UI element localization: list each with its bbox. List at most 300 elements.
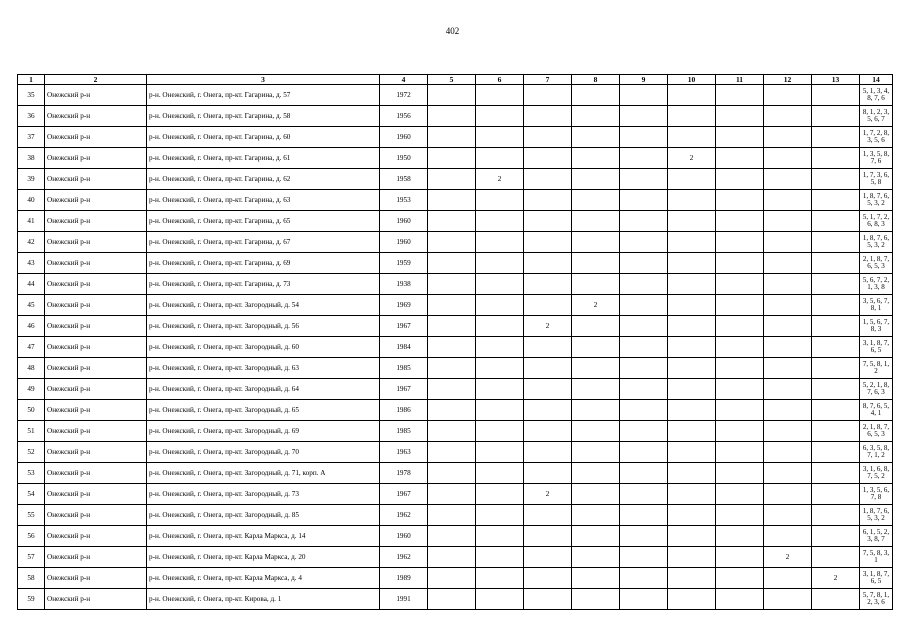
table-cell-col-6 — [476, 526, 524, 547]
table-cell-col-10 — [668, 547, 716, 568]
table-cell-col-6 — [476, 295, 524, 316]
table-row — [18, 400, 893, 421]
table-cell-col-6 — [476, 547, 524, 568]
table-cell-col-13 — [812, 85, 860, 106]
table-cell-col-3: р-н. Онежский, г. Онега, пр-кт. Загородный, д. 70 — [147, 442, 380, 463]
table-row — [18, 85, 893, 106]
table-cell-col-1: 46 — [18, 316, 45, 337]
table-cell-col-8 — [572, 85, 620, 106]
table-cell-col-8 — [572, 589, 620, 610]
table-cell-col-5 — [428, 358, 476, 379]
table-cell-col-9 — [620, 547, 668, 568]
table-cell-col-7 — [524, 295, 572, 316]
table-cell-col-14: 2, 1, 8, 7, 6, 5, 3 — [860, 253, 893, 274]
table-cell-col-1: 57 — [18, 547, 45, 568]
table-cell-col-7 — [524, 85, 572, 106]
table-cell-col-10 — [668, 316, 716, 337]
table-cell-col-11 — [716, 211, 764, 232]
table-cell-col-12 — [764, 484, 812, 505]
table-cell-col-1: 43 — [18, 253, 45, 274]
table-cell-col-3: р-н. Онежский, г. Онега, пр-кт. Гагарина, д. 58 — [147, 106, 380, 127]
table-cell-col-8 — [572, 253, 620, 274]
table-cell-col-3: р-н. Онежский, г. Онега, пр-кт. Карла Маркса, д. 4 — [147, 568, 380, 589]
table-row — [18, 316, 893, 337]
table-cell-col-9 — [620, 211, 668, 232]
table-cell-col-1: 35 — [18, 85, 45, 106]
table-cell-col-9 — [620, 358, 668, 379]
column-header-9: 9 — [620, 75, 668, 85]
table-cell-col-5 — [428, 211, 476, 232]
table-cell-col-4: 1984 — [380, 337, 428, 358]
column-header-7: 7 — [524, 75, 572, 85]
table-cell-col-11 — [716, 169, 764, 190]
table-cell-col-1: 48 — [18, 358, 45, 379]
table-cell-col-13 — [812, 589, 860, 610]
table-cell-col-4: 1960 — [380, 127, 428, 148]
table-cell-col-6 — [476, 337, 524, 358]
table-cell-col-11 — [716, 148, 764, 169]
table-cell-col-3: р-н. Онежский, г. Онега, пр-кт. Загородный, д. 64 — [147, 379, 380, 400]
table-cell-col-12 — [764, 274, 812, 295]
table-cell-col-13 — [812, 337, 860, 358]
table-row — [18, 274, 893, 295]
table-cell-col-6 — [476, 253, 524, 274]
table-cell-col-7 — [524, 589, 572, 610]
table-cell-col-14: 3, 5, 6, 7, 8, 1 — [860, 295, 893, 316]
table-cell-col-12 — [764, 358, 812, 379]
table-cell-col-11 — [716, 274, 764, 295]
table-cell-col-10 — [668, 85, 716, 106]
table-cell-col-8 — [572, 106, 620, 127]
column-header-10: 10 — [668, 75, 716, 85]
table-cell-col-4: 1969 — [380, 295, 428, 316]
table-cell-col-13 — [812, 190, 860, 211]
table-cell-col-6 — [476, 274, 524, 295]
table-cell-col-5 — [428, 526, 476, 547]
table-cell-col-4: 1967 — [380, 316, 428, 337]
table-cell-col-3: р-н. Онежский, г. Онега, пр-кт. Гагарина, д. 63 — [147, 190, 380, 211]
table-cell-col-10 — [668, 484, 716, 505]
table-cell-col-1: 55 — [18, 505, 45, 526]
table-cell-col-10 — [668, 463, 716, 484]
table-cell-col-8 — [572, 547, 620, 568]
table-cell-col-12 — [764, 442, 812, 463]
table-cell-col-7 — [524, 505, 572, 526]
table-cell-col-9 — [620, 484, 668, 505]
table-cell-col-12 — [764, 589, 812, 610]
table-cell-col-8 — [572, 526, 620, 547]
table-cell-col-5 — [428, 463, 476, 484]
table-cell-col-3: р-н. Онежский, г. Онега, пр-кт. Загородный, д. 63 — [147, 358, 380, 379]
table-cell-col-11 — [716, 253, 764, 274]
table-cell-col-7 — [524, 190, 572, 211]
table-cell-col-12 — [764, 148, 812, 169]
table-cell-col-9 — [620, 316, 668, 337]
column-header-6: 6 — [476, 75, 524, 85]
table-cell-col-2: Онежский р-н — [45, 85, 147, 106]
table-cell-col-1: 36 — [18, 106, 45, 127]
table-cell-col-11 — [716, 337, 764, 358]
table-cell-col-4: 1958 — [380, 169, 428, 190]
table-cell-col-1: 49 — [18, 379, 45, 400]
table-cell-col-3: р-н. Онежский, г. Онега, пр-кт. Карла Маркса, д. 20 — [147, 547, 380, 568]
table-cell-col-12 — [764, 85, 812, 106]
table-cell-col-13 — [812, 127, 860, 148]
table-cell-col-7: 2 — [524, 484, 572, 505]
table-cell-col-3: р-н. Онежский, г. Онега, пр-кт. Загородный, д. 71, корп. А — [147, 463, 380, 484]
table-cell-col-12 — [764, 295, 812, 316]
table-cell-col-9 — [620, 589, 668, 610]
table-cell-col-9 — [620, 85, 668, 106]
table-cell-col-2: Онежский р-н — [45, 337, 147, 358]
column-header-8: 8 — [572, 75, 620, 85]
table-cell-col-14: 5, 1, 3, 4, 8, 7, 6 — [860, 85, 893, 106]
table-cell-col-3: р-н. Онежский, г. Онега, пр-кт. Загородный, д. 85 — [147, 505, 380, 526]
table-cell-col-14: 1, 7, 3, 6, 5, 8 — [860, 169, 893, 190]
table-cell-col-12 — [764, 316, 812, 337]
table-cell-col-2: Онежский р-н — [45, 463, 147, 484]
column-header-4: 4 — [380, 75, 428, 85]
table-cell-col-7 — [524, 232, 572, 253]
table-cell-col-8 — [572, 442, 620, 463]
table-cell-col-2: Онежский р-н — [45, 589, 147, 610]
table-row — [18, 505, 893, 526]
table-cell-col-14: 3, 1, 8, 7, 6, 5 — [860, 568, 893, 589]
table-cell-col-4: 1962 — [380, 547, 428, 568]
table-cell-col-11 — [716, 127, 764, 148]
column-header-14: 14 — [860, 75, 893, 85]
table-cell-col-14: 1, 8, 7, 6, 5, 3, 2 — [860, 505, 893, 526]
table-cell-col-13 — [812, 358, 860, 379]
table-cell-col-8 — [572, 463, 620, 484]
table-row — [18, 358, 893, 379]
table-cell-col-9 — [620, 568, 668, 589]
table-cell-col-10 — [668, 232, 716, 253]
table-cell-col-1: 51 — [18, 421, 45, 442]
table-cell-col-4: 1938 — [380, 274, 428, 295]
table-cell-col-9 — [620, 253, 668, 274]
table-cell-col-2: Онежский р-н — [45, 295, 147, 316]
header-row — [18, 75, 893, 85]
table-cell-col-8 — [572, 211, 620, 232]
table-cell-col-1: 53 — [18, 463, 45, 484]
table-cell-col-13 — [812, 148, 860, 169]
table-cell-col-13 — [812, 295, 860, 316]
table-cell-col-7 — [524, 106, 572, 127]
table-cell-col-12 — [764, 400, 812, 421]
table-cell-col-5 — [428, 400, 476, 421]
table-cell-col-14: 7, 5, 8, 1, 2 — [860, 358, 893, 379]
table-cell-col-14: 8, 1, 2, 3, 5, 6, 7 — [860, 106, 893, 127]
table-cell-col-9 — [620, 295, 668, 316]
table-cell-col-6 — [476, 379, 524, 400]
table-cell-col-10 — [668, 106, 716, 127]
table-cell-col-3: р-н. Онежский, г. Онега, пр-кт. Гагарина, д. 62 — [147, 169, 380, 190]
table-row — [18, 547, 893, 568]
table-cell-col-14: 1, 8, 7, 6, 5, 3, 2 — [860, 232, 893, 253]
table-cell-col-2: Онежский р-н — [45, 148, 147, 169]
table-cell-col-7 — [524, 337, 572, 358]
table-cell-col-5 — [428, 127, 476, 148]
table-cell-col-11 — [716, 505, 764, 526]
table-cell-col-1: 40 — [18, 190, 45, 211]
table-cell-col-10 — [668, 400, 716, 421]
table-cell-col-5 — [428, 190, 476, 211]
table-cell-col-8 — [572, 358, 620, 379]
table-cell-col-4: 1985 — [380, 358, 428, 379]
table-cell-col-8: 2 — [572, 295, 620, 316]
table-cell-col-10 — [668, 505, 716, 526]
table-cell-col-8 — [572, 505, 620, 526]
table-cell-col-4: 1986 — [380, 400, 428, 421]
table-cell-col-14: 5, 1, 7, 2, 6, 8, 3 — [860, 211, 893, 232]
table-cell-col-3: р-н. Онежский, г. Онега, пр-кт. Загородный, д. 60 — [147, 337, 380, 358]
table-cell-col-3: р-н. Онежский, г. Онега, пр-кт. Загородный, д. 54 — [147, 295, 380, 316]
table-cell-col-5 — [428, 274, 476, 295]
table-cell-col-11 — [716, 190, 764, 211]
table-row — [18, 337, 893, 358]
table-cell-col-3: р-н. Онежский, г. Онега, пр-кт. Загородный, д. 56 — [147, 316, 380, 337]
table-cell-col-6 — [476, 358, 524, 379]
table-cell-col-10 — [668, 358, 716, 379]
table-cell-col-12 — [764, 127, 812, 148]
table-cell-col-6 — [476, 442, 524, 463]
table-cell-col-13 — [812, 211, 860, 232]
table-cell-col-1: 50 — [18, 400, 45, 421]
table-cell-col-10 — [668, 253, 716, 274]
table-cell-col-2: Онежский р-н — [45, 106, 147, 127]
table-cell-col-11 — [716, 316, 764, 337]
table-cell-col-11 — [716, 400, 764, 421]
table-cell-col-6: 2 — [476, 169, 524, 190]
table-cell-col-3: р-н. Онежский, г. Онега, пр-кт. Гагарина, д. 73 — [147, 274, 380, 295]
table-cell-col-13 — [812, 379, 860, 400]
table-cell-col-1: 58 — [18, 568, 45, 589]
table-cell-col-9 — [620, 127, 668, 148]
table-row — [18, 106, 893, 127]
table-cell-col-4: 1960 — [380, 232, 428, 253]
table-cell-col-2: Онежский р-н — [45, 211, 147, 232]
table-cell-col-7 — [524, 211, 572, 232]
table-cell-col-8 — [572, 400, 620, 421]
table-cell-col-11 — [716, 106, 764, 127]
table-cell-col-11 — [716, 526, 764, 547]
table-cell-col-5 — [428, 148, 476, 169]
table-cell-col-5 — [428, 169, 476, 190]
table-cell-col-6 — [476, 211, 524, 232]
table-cell-col-13 — [812, 169, 860, 190]
table-cell-col-10 — [668, 211, 716, 232]
table-cell-col-3: р-н. Онежский, г. Онега, пр-кт. Загородный, д. 73 — [147, 484, 380, 505]
table-cell-col-1: 45 — [18, 295, 45, 316]
registry-table — [17, 74, 893, 610]
table-cell-col-12 — [764, 253, 812, 274]
column-header-2: 2 — [45, 75, 147, 85]
table-row — [18, 253, 893, 274]
table-cell-col-13 — [812, 274, 860, 295]
table-cell-col-11 — [716, 547, 764, 568]
table-cell-col-6 — [476, 400, 524, 421]
column-header-5: 5 — [428, 75, 476, 85]
table-cell-col-3: р-н. Онежский, г. Онега, пр-кт. Загородный, д. 65 — [147, 400, 380, 421]
table-cell-col-14: 1, 8, 7, 6, 5, 3, 2 — [860, 190, 893, 211]
table-cell-col-14: 8, 7, 6, 5, 4, 1 — [860, 400, 893, 421]
table-cell-col-7 — [524, 442, 572, 463]
table-cell-col-14: 6, 1, 5, 2, 3, 8, 7 — [860, 526, 893, 547]
table-cell-col-5 — [428, 442, 476, 463]
table-cell-col-12 — [764, 463, 812, 484]
table-cell-col-14: 3, 1, 6, 8, 7, 5, 2 — [860, 463, 893, 484]
table-cell-col-4: 1962 — [380, 505, 428, 526]
table-cell-col-8 — [572, 169, 620, 190]
table-cell-col-5 — [428, 337, 476, 358]
table-cell-col-9 — [620, 232, 668, 253]
table-cell-col-2: Онежский р-н — [45, 505, 147, 526]
table-cell-col-14: 1, 7, 2, 8, 3, 5, 6 — [860, 127, 893, 148]
table-cell-col-8 — [572, 274, 620, 295]
table-row — [18, 526, 893, 547]
table-cell-col-11 — [716, 232, 764, 253]
table-cell-col-9 — [620, 463, 668, 484]
table-cell-col-12 — [764, 526, 812, 547]
table-cell-col-10 — [668, 442, 716, 463]
table-cell-col-13 — [812, 400, 860, 421]
table-cell-col-6 — [476, 85, 524, 106]
table-cell-col-5 — [428, 421, 476, 442]
table-cell-col-9 — [620, 400, 668, 421]
table-header — [18, 75, 893, 85]
table-cell-col-14: 1, 3, 5, 8, 7, 6 — [860, 148, 893, 169]
table-cell-col-13 — [812, 463, 860, 484]
table-cell-col-13 — [812, 106, 860, 127]
table-cell-col-9 — [620, 379, 668, 400]
table-row — [18, 295, 893, 316]
table-row — [18, 190, 893, 211]
table-cell-col-10 — [668, 127, 716, 148]
table-cell-col-4: 1989 — [380, 568, 428, 589]
table-cell-col-3: р-н. Онежский, г. Онега, пр-кт. Гагарина, д. 67 — [147, 232, 380, 253]
column-header-13: 13 — [812, 75, 860, 85]
table-row — [18, 127, 893, 148]
table-cell-col-3: р-н. Онежский, г. Онега, пр-кт. Гагарина, д. 65 — [147, 211, 380, 232]
table-cell-col-2: Онежский р-н — [45, 316, 147, 337]
table-cell-col-7 — [524, 547, 572, 568]
column-header-11: 11 — [716, 75, 764, 85]
table-cell-col-14: 5, 2, 1, 8, 7, 6, 3 — [860, 379, 893, 400]
table-cell-col-10 — [668, 169, 716, 190]
table-cell-col-6 — [476, 316, 524, 337]
table-cell-col-2: Онежский р-н — [45, 379, 147, 400]
table-cell-col-7 — [524, 148, 572, 169]
table-cell-col-1: 41 — [18, 211, 45, 232]
table-cell-col-12 — [764, 169, 812, 190]
table-cell-col-12 — [764, 106, 812, 127]
table-cell-col-10 — [668, 379, 716, 400]
table-cell-col-5 — [428, 85, 476, 106]
table-cell-col-4: 1953 — [380, 190, 428, 211]
table-cell-col-2: Онежский р-н — [45, 127, 147, 148]
table-cell-col-5 — [428, 547, 476, 568]
table-cell-col-3: р-н. Онежский, г. Онега, пр-кт. Гагарина, д. 60 — [147, 127, 380, 148]
table-row — [18, 232, 893, 253]
column-header-1: 1 — [18, 75, 45, 85]
table-cell-col-1: 54 — [18, 484, 45, 505]
table-cell-col-2: Онежский р-н — [45, 400, 147, 421]
table-row — [18, 463, 893, 484]
table-cell-col-10 — [668, 337, 716, 358]
table-cell-col-8 — [572, 316, 620, 337]
table-cell-col-2: Онежский р-н — [45, 421, 147, 442]
table-cell-col-9 — [620, 274, 668, 295]
table-cell-col-7 — [524, 253, 572, 274]
table-cell-col-6 — [476, 127, 524, 148]
table-cell-col-8 — [572, 148, 620, 169]
table-cell-col-2: Онежский р-н — [45, 190, 147, 211]
table-cell-col-11 — [716, 379, 764, 400]
table-row — [18, 379, 893, 400]
table-cell-col-9 — [620, 337, 668, 358]
table-cell-col-5 — [428, 295, 476, 316]
table-cell-col-6 — [476, 421, 524, 442]
table-cell-col-11 — [716, 442, 764, 463]
table-cell-col-2: Онежский р-н — [45, 568, 147, 589]
table-cell-col-14: 6, 3, 5, 8, 7, 1, 2 — [860, 442, 893, 463]
table-row — [18, 568, 893, 589]
table-body — [18, 85, 893, 610]
table-cell-col-11 — [716, 295, 764, 316]
table-cell-col-7 — [524, 421, 572, 442]
table-cell-col-11 — [716, 463, 764, 484]
table-cell-col-4: 1967 — [380, 379, 428, 400]
table-cell-col-14: 5, 7, 8, 1, 2, 3, 6 — [860, 589, 893, 610]
table-cell-col-10 — [668, 568, 716, 589]
table-cell-col-7 — [524, 400, 572, 421]
table-cell-col-10 — [668, 526, 716, 547]
column-header-12: 12 — [764, 75, 812, 85]
table-cell-col-8 — [572, 568, 620, 589]
table-cell-col-4: 1967 — [380, 484, 428, 505]
table-cell-col-12 — [764, 211, 812, 232]
table-cell-col-5 — [428, 589, 476, 610]
table-cell-col-7 — [524, 379, 572, 400]
table-row — [18, 484, 893, 505]
table-cell-col-2: Онежский р-н — [45, 526, 147, 547]
table-cell-col-5 — [428, 253, 476, 274]
table-cell-col-1: 42 — [18, 232, 45, 253]
table-cell-col-13: 2 — [812, 568, 860, 589]
table-cell-col-5 — [428, 484, 476, 505]
table-row — [18, 211, 893, 232]
table-cell-col-4: 1959 — [380, 253, 428, 274]
table-cell-col-4: 1956 — [380, 106, 428, 127]
table-row — [18, 169, 893, 190]
table-cell-col-6 — [476, 106, 524, 127]
table-cell-col-13 — [812, 253, 860, 274]
table-cell-col-13 — [812, 232, 860, 253]
table-cell-col-10 — [668, 274, 716, 295]
table-cell-col-9 — [620, 526, 668, 547]
table-cell-col-5 — [428, 379, 476, 400]
table-cell-col-9 — [620, 148, 668, 169]
table-cell-col-1: 52 — [18, 442, 45, 463]
table-cell-col-7 — [524, 463, 572, 484]
table-cell-col-14: 3, 1, 8, 7, 6, 5 — [860, 337, 893, 358]
table-cell-col-8 — [572, 190, 620, 211]
table-cell-col-10 — [668, 295, 716, 316]
table-cell-col-3: р-н. Онежский, г. Онега, пр-кт. Гагарина, д. 61 — [147, 148, 380, 169]
table-cell-col-6 — [476, 484, 524, 505]
table-cell-col-1: 37 — [18, 127, 45, 148]
